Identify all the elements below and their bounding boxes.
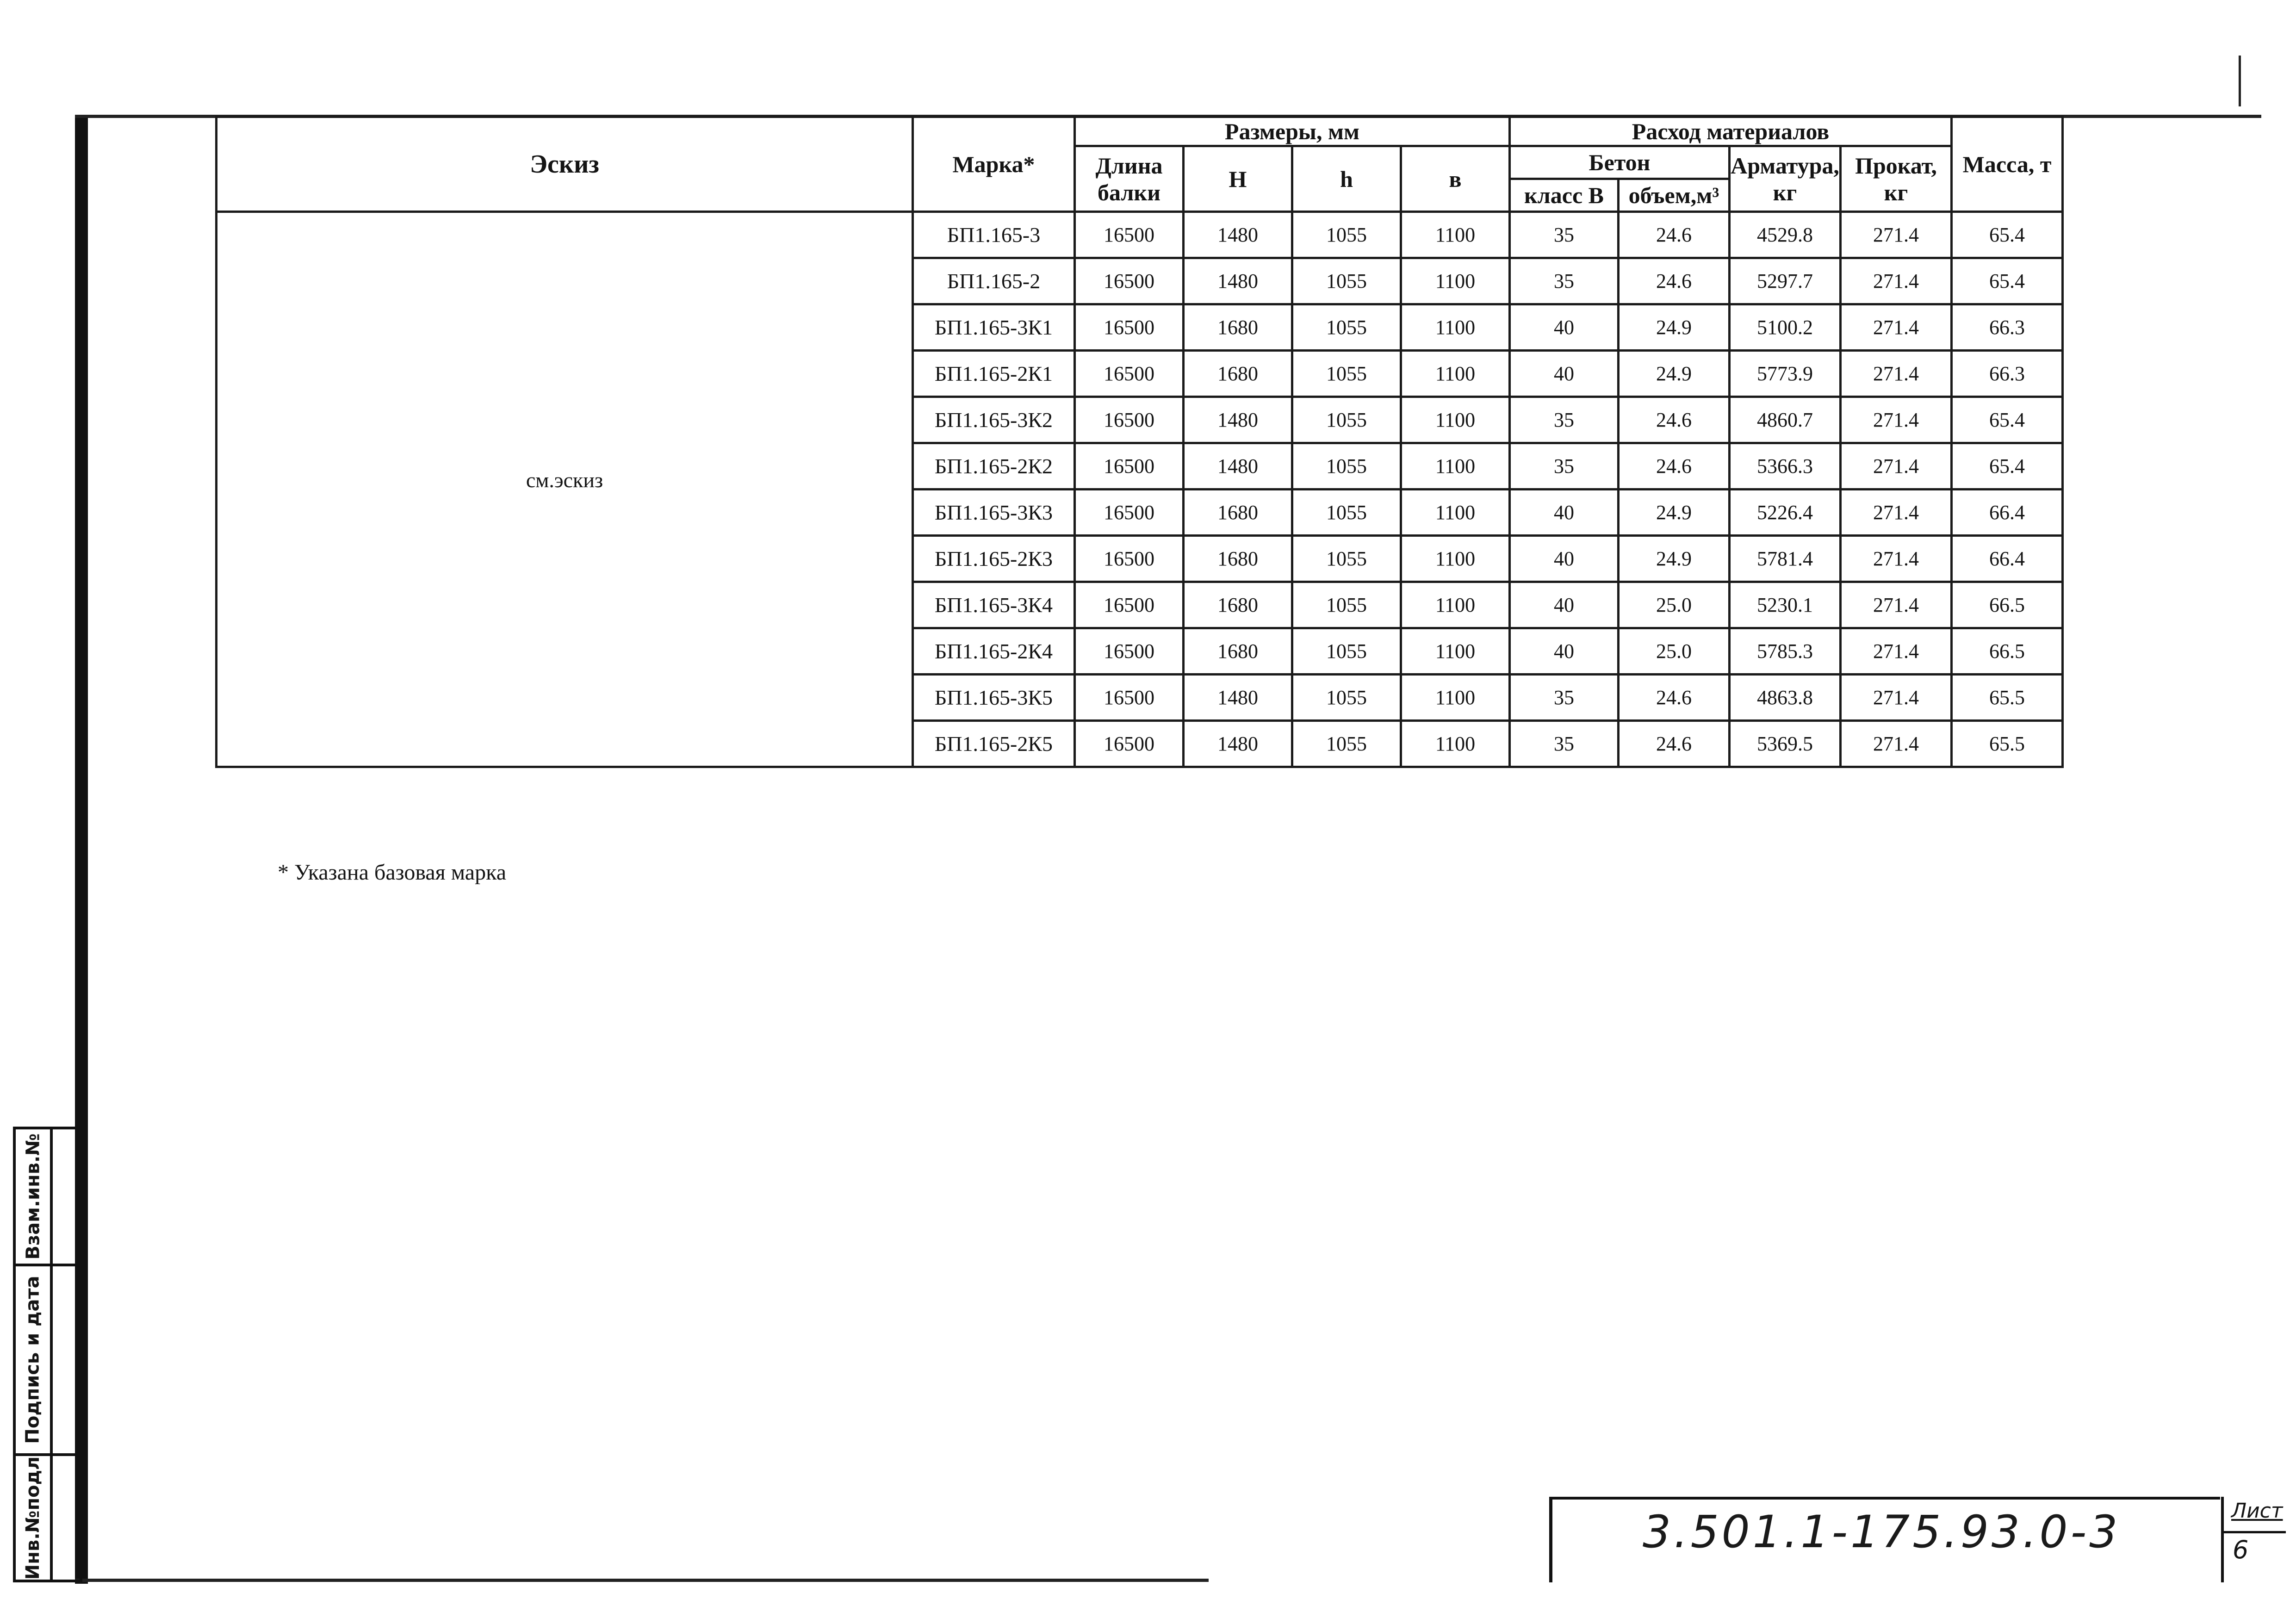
col-concrete-class-header: класс В	[1510, 179, 1619, 212]
col-mark-header: Марка*	[913, 117, 1075, 212]
cell-h: 1055	[1292, 258, 1401, 304]
cell-b: 1100	[1401, 490, 1510, 536]
cell-b: 1100	[1401, 304, 1510, 351]
cell-H: 1480	[1184, 721, 1292, 767]
cell-concrete-volume: 24.6	[1619, 675, 1730, 721]
cell-rolled: 271.4	[1841, 212, 1952, 258]
cell-concrete-volume: 24.6	[1619, 258, 1730, 304]
cell-concrete-volume: 24.6	[1619, 397, 1730, 443]
cell-mass: 65.5	[1952, 721, 2063, 767]
cell-h: 1055	[1292, 490, 1401, 536]
cell-b: 1100	[1401, 351, 1510, 397]
cell-concrete-class: 40	[1510, 304, 1619, 351]
cell-b: 1100	[1401, 212, 1510, 258]
cell-H: 1480	[1184, 397, 1292, 443]
cell-concrete-class: 40	[1510, 536, 1619, 582]
cell-concrete-volume: 24.6	[1619, 443, 1730, 490]
col-rebar-header: Арматура, кг	[1730, 146, 1841, 212]
cell-b: 1100	[1401, 258, 1510, 304]
cell-mark: БП1.165-3К3	[913, 490, 1075, 536]
cell-H: 1480	[1184, 212, 1292, 258]
col-H-header: Н	[1184, 146, 1292, 212]
cell-mass: 66.3	[1952, 351, 2063, 397]
col-rolled-header: Прокат, кг	[1841, 146, 1952, 212]
footnote: * Указана базовая марка	[278, 860, 506, 885]
cell-mark: БП1.165-2К2	[913, 443, 1075, 490]
cell-concrete-volume: 24.9	[1619, 304, 1730, 351]
cell-b: 1100	[1401, 582, 1510, 628]
cell-h: 1055	[1292, 304, 1401, 351]
cell-mark: БП1.165-2К4	[913, 628, 1075, 675]
cell-concrete-volume: 24.9	[1619, 351, 1730, 397]
cell-rolled: 271.4	[1841, 443, 1952, 490]
cell-concrete-volume: 25.0	[1619, 582, 1730, 628]
cell-H: 1480	[1184, 675, 1292, 721]
cell-length: 16500	[1075, 490, 1184, 536]
col-mass-header: Масса, т	[1952, 117, 2063, 212]
col-b-header: в	[1401, 146, 1510, 212]
cell-length: 16500	[1075, 536, 1184, 582]
cell-mass: 65.4	[1952, 397, 2063, 443]
cell-mark: БП1.165-3К1	[913, 304, 1075, 351]
cell-H: 1680	[1184, 582, 1292, 628]
sheet-label: Лист	[2231, 1499, 2283, 1523]
cell-rebar: 5781.4	[1730, 536, 1841, 582]
frame-bottom-line	[75, 1579, 1209, 1582]
cell-concrete-volume: 24.6	[1619, 721, 1730, 767]
cell-h: 1055	[1292, 721, 1401, 767]
cell-rebar: 5230.1	[1730, 582, 1841, 628]
cell-h: 1055	[1292, 351, 1401, 397]
cell-concrete-volume: 25.0	[1619, 628, 1730, 675]
cell-rolled: 271.4	[1841, 582, 1952, 628]
stamp-label-signature: Подпись и дата	[22, 1276, 43, 1444]
stamp-label-inv-orig: Инв.№подл	[22, 1456, 43, 1580]
cell-mark: БП1.165-3К5	[913, 675, 1075, 721]
cell-concrete-volume: 24.9	[1619, 536, 1730, 582]
cell-rebar: 5366.3	[1730, 443, 1841, 490]
cell-H: 1680	[1184, 304, 1292, 351]
dims-group-header: Размеры, мм	[1075, 117, 1510, 146]
stamp-cell-signature	[16, 1266, 50, 1453]
cell-mark: БП1.165-2К1	[913, 351, 1075, 397]
cell-concrete-class: 35	[1510, 443, 1619, 490]
cell-rolled: 271.4	[1841, 536, 1952, 582]
cell-rolled: 271.4	[1841, 675, 1952, 721]
cell-length: 16500	[1075, 582, 1184, 628]
cell-length: 16500	[1075, 675, 1184, 721]
cell-rolled: 271.4	[1841, 397, 1952, 443]
cell-rebar: 4529.8	[1730, 212, 1841, 258]
cell-h: 1055	[1292, 582, 1401, 628]
cell-concrete-volume: 24.6	[1619, 212, 1730, 258]
cell-rebar: 5100.2	[1730, 304, 1841, 351]
cell-concrete-class: 40	[1510, 490, 1619, 536]
cell-rebar: 4860.7	[1730, 397, 1841, 443]
cell-length: 16500	[1075, 443, 1184, 490]
cell-h: 1055	[1292, 397, 1401, 443]
corner-mark	[2239, 56, 2241, 106]
cell-mass: 66.4	[1952, 490, 2063, 536]
sheet-divider	[2224, 1531, 2286, 1533]
materials-group-header: Расход материалов	[1510, 117, 1952, 146]
sketch-cell	[217, 212, 913, 767]
cell-concrete-volume: 24.9	[1619, 490, 1730, 536]
stamp-cell-inv-orig	[16, 1453, 50, 1583]
cell-mass: 65.4	[1952, 258, 2063, 304]
specification-table	[215, 116, 2064, 768]
cell-rolled: 271.4	[1841, 628, 1952, 675]
cell-H: 1680	[1184, 351, 1292, 397]
cell-H: 1680	[1184, 536, 1292, 582]
cell-mass: 65.5	[1952, 675, 2063, 721]
cell-mark: БП1.165-2	[913, 258, 1075, 304]
cell-b: 1100	[1401, 675, 1510, 721]
cell-length: 16500	[1075, 628, 1184, 675]
cell-length: 16500	[1075, 721, 1184, 767]
col-sketch-header: Эскиз	[217, 117, 913, 212]
cell-H: 1680	[1184, 490, 1292, 536]
cell-mark: БП1.165-2К3	[913, 536, 1075, 582]
cell-length: 16500	[1075, 397, 1184, 443]
cell-rolled: 271.4	[1841, 304, 1952, 351]
cell-b: 1100	[1401, 397, 1510, 443]
cell-rolled: 271.4	[1841, 258, 1952, 304]
cell-h: 1055	[1292, 536, 1401, 582]
concrete-group-header: Бетон	[1510, 146, 1730, 179]
col-concrete-volume-header: объем,м³	[1619, 179, 1730, 212]
cell-rebar: 5369.5	[1730, 721, 1841, 767]
cell-h: 1055	[1292, 212, 1401, 258]
cell-concrete-class: 40	[1510, 351, 1619, 397]
document-number: 3.501.1-175.93.0-3	[1643, 1506, 2121, 1558]
sketch-ref: см.эскиз	[526, 468, 603, 492]
cell-rebar: 5785.3	[1730, 628, 1841, 675]
cell-mark: БП1.165-3К4	[913, 582, 1075, 628]
cell-H: 1480	[1184, 443, 1292, 490]
cell-rolled: 271.4	[1841, 351, 1952, 397]
cell-concrete-class: 35	[1510, 397, 1619, 443]
cell-concrete-class: 35	[1510, 258, 1619, 304]
col-length-header: Длина балки	[1075, 146, 1184, 212]
cell-length: 16500	[1075, 258, 1184, 304]
cell-h: 1055	[1292, 628, 1401, 675]
cell-mass: 66.5	[1952, 628, 2063, 675]
cell-concrete-class: 40	[1510, 628, 1619, 675]
cell-length: 16500	[1075, 212, 1184, 258]
sheet-number: 6	[2233, 1535, 2249, 1564]
table-row	[217, 212, 2063, 258]
cell-rebar: 5226.4	[1730, 490, 1841, 536]
cell-b: 1100	[1401, 443, 1510, 490]
cell-concrete-class: 35	[1510, 212, 1619, 258]
cell-rolled: 271.4	[1841, 490, 1952, 536]
cell-mass: 65.4	[1952, 212, 2063, 258]
cell-mass: 66.4	[1952, 536, 2063, 582]
cell-b: 1100	[1401, 721, 1510, 767]
cell-rebar: 4863.8	[1730, 675, 1841, 721]
cell-b: 1100	[1401, 628, 1510, 675]
cell-mass: 66.5	[1952, 582, 2063, 628]
cell-mark: БП1.165-2К5	[913, 721, 1075, 767]
col-h-header: h	[1292, 146, 1401, 212]
cell-H: 1480	[1184, 258, 1292, 304]
cell-h: 1055	[1292, 443, 1401, 490]
cell-concrete-class: 35	[1510, 721, 1619, 767]
cell-h: 1055	[1292, 675, 1401, 721]
cell-mark: БП1.165-3	[913, 212, 1075, 258]
cell-rolled: 271.4	[1841, 721, 1952, 767]
cell-b: 1100	[1401, 536, 1510, 582]
cell-mass: 65.4	[1952, 443, 2063, 490]
cell-concrete-class: 35	[1510, 675, 1619, 721]
cell-mark: БП1.165-3К2	[913, 397, 1075, 443]
cell-concrete-class: 40	[1510, 582, 1619, 628]
stamp-label-replaced: Взам.инв.№	[22, 1133, 44, 1260]
cell-rebar: 5297.7	[1730, 258, 1841, 304]
cell-length: 16500	[1075, 304, 1184, 351]
side-stamp	[13, 1127, 82, 1582]
cell-rebar: 5773.9	[1730, 351, 1841, 397]
cell-mass: 66.3	[1952, 304, 2063, 351]
stamp-cell-replaced	[16, 1129, 50, 1264]
cell-length: 16500	[1075, 351, 1184, 397]
cell-H: 1680	[1184, 628, 1292, 675]
